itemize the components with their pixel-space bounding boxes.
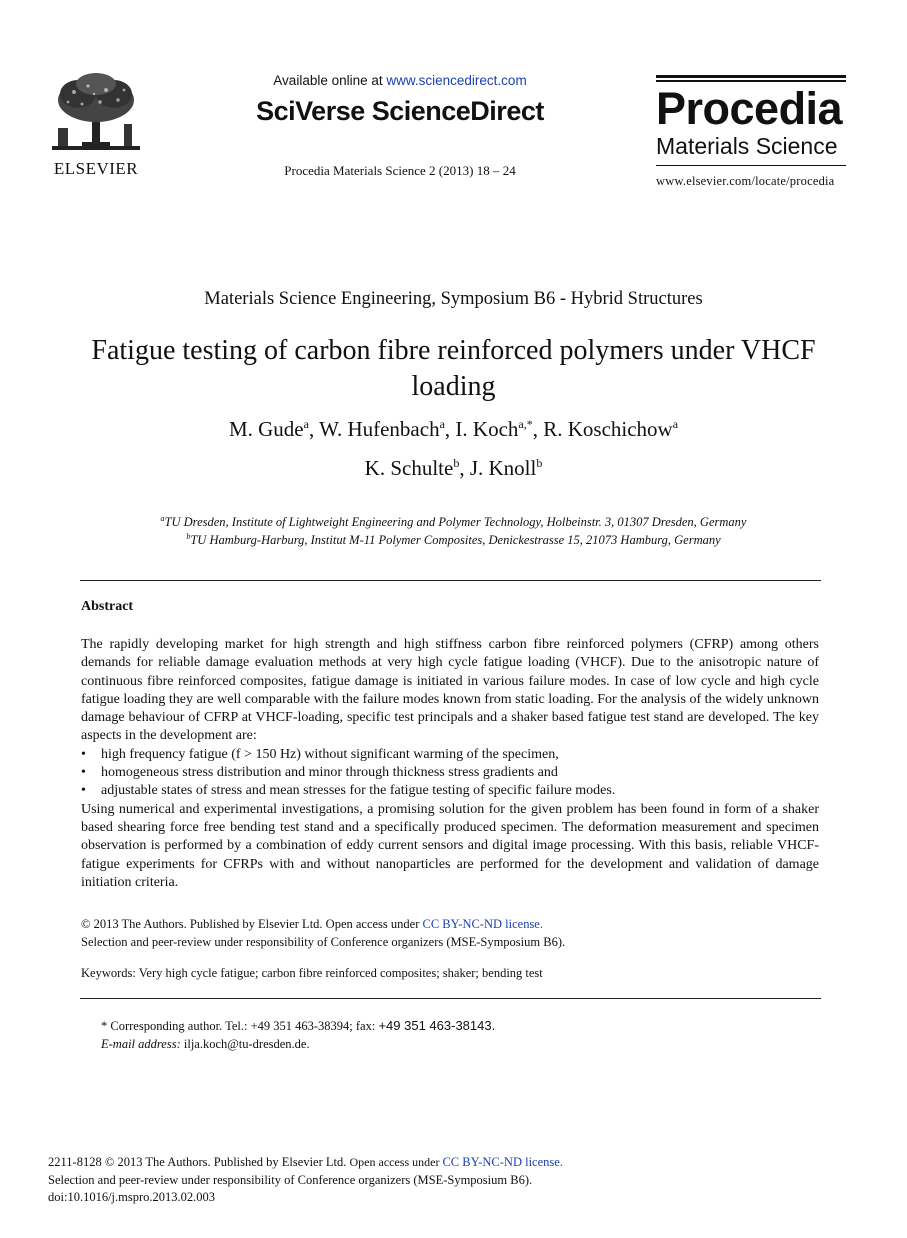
- author: I. Koch$^{a,*}$,: [455, 417, 544, 441]
- peer-review-line: Selection and peer-review under responsibility of Conference organizers (MSE-Symposium B6).: [48, 1172, 533, 1187]
- list-item: • homogeneous stress distribution and minor through thickness stress gradients and: [81, 764, 819, 782]
- copyright-notice: [81, 915, 565, 951]
- elsevier-wordmark: ELSEVIER: [53, 159, 139, 178]
- page-title: Fatigue testing of carbon fibre reinforced polymers under VHCF loading: [91, 335, 816, 402]
- journal-brand: Procedia: [656, 82, 843, 134]
- elsevier-tree-icon: [48, 72, 144, 156]
- list-item: • high frequency fatigue (f > 150 Hz) without significant warming of the specimen,: [81, 746, 819, 764]
- elsevier-logo: [48, 72, 144, 180]
- platform-name: SciVerse ScienceDirect: [256, 96, 544, 126]
- abstract-paragraph-1: The rapidly developing market for high strength and high stiffness carbon fibre reinforced polymers (CFRP) among others demands for reliable damage evaluation methods at very high cycle fatigue loading (VHCF). Due to the anisotropic nature of continuous fibre reinforced composites, fatigue damage is initiated in various failure modes. In case of low cycle and high cycle fatigue loading they are well comparable with the failure modes known from static loading. For the analysis of the widely unknown damage behaviour of CFRP at VHCF-loading, specific test principals and a shaker based fatigue test stand are developed. The key aspects in the development are:: [81, 637, 819, 744]
- authors-line-1: [0, 417, 907, 442]
- abstract-paragraph-2: Using numerical and experimental investigations, a promising solution for the given problem has been found in form of a shaker based shearing force free bending test stand and a specifically produced specimen. The deformation measurement and specimen observation is performed by a combination of eddy current sensors and digital image processing. With this basis, reliable VHCF-fatigue experiments for CFRPs with and without nanoparticles are performed for the development and validation of damage initiation criteria.: [81, 801, 819, 890]
- abstract-heading: Abstract: [81, 599, 134, 614]
- fax-number: +49 351 463-38143.: [378, 1018, 496, 1033]
- affiliation-a: $^a$TU Dresden, Institute of Lightweight Engineering and Polymer Technology, Holbeinstr. 3, 01307 Dresden, Germany: [160, 514, 747, 530]
- affiliation-b: $^b$TU Hamburg-Harburg, Institut M-11 Polymer Composites, Denickestrasse 15, 21073 Hamburg, Germany: [186, 532, 721, 548]
- procedia-logo: [656, 75, 846, 189]
- peer-review-line: Selection and peer-review under responsibility of Conference organizers (MSE-Symposium B6).: [81, 935, 566, 949]
- authors-line-2: [0, 456, 907, 481]
- corresponding-footnote: [101, 1017, 495, 1053]
- list-item: • adjustable states of stress and mean stresses for the fatigue testing of specific failure modes.: [81, 782, 819, 800]
- bottom-publication-info: [48, 1154, 563, 1207]
- journal-url[interactable]: www.elsevier.com/locate/procedia: [656, 174, 835, 188]
- email-address[interactable]: ilja.koch@tu-dresden.de.: [183, 1036, 310, 1051]
- author: K. Schulte$^b$,: [364, 456, 470, 480]
- key-aspects-list: [81, 746, 819, 801]
- keywords: Keywords: Very high cycle fatigue; carbon fibre reinforced composites; shaker; bending test: [81, 966, 543, 980]
- copyright-line: © 2013 The Authors. Published by Elsevier Ltd. Open access under: [81, 917, 423, 931]
- corresponding-author: * Corresponding author. Tel.: +49 351 463-38394; fax:: [101, 1019, 379, 1033]
- license-link[interactable]: CC BY-NC-ND license.: [442, 1155, 563, 1169]
- journal-reference: Procedia Materials Science 2 (2013) 18 – 24: [284, 163, 516, 178]
- email-label: E-mail address:: [101, 1036, 181, 1051]
- divider: [80, 580, 821, 581]
- logo-rule-bottom: [656, 165, 846, 167]
- author: J. Knoll$^b$: [469, 456, 543, 480]
- author: M. Gude$^a$,: [228, 417, 320, 441]
- author: R. Koschichow$^a$: [543, 417, 679, 441]
- sciencedirect-link[interactable]: www.sciencedirect.com: [386, 73, 527, 88]
- author: W. Hufenbach$^a$,: [319, 417, 456, 441]
- issn-copyright: 2211-8128 © 2013 The Authors. Published by Elsevier Ltd.: [48, 1155, 350, 1169]
- license-link[interactable]: CC BY-NC-ND license.: [422, 917, 543, 931]
- journal-brand-sub: Materials Science: [656, 132, 838, 159]
- divider: [80, 998, 821, 999]
- logo-rule-top: [656, 75, 846, 78]
- available-online-label: Available online at: [273, 73, 387, 88]
- open-access-label: Open access under: [349, 1155, 443, 1169]
- available-online: [200, 73, 600, 88]
- symposium-line: Materials Science Engineering, Symposium B6 - Hybrid Structures: [204, 289, 703, 309]
- doi[interactable]: doi:10.1016/j.mspro.2013.02.003: [48, 1190, 216, 1204]
- abstract-body: [81, 636, 819, 892]
- logo-rule-thin: [656, 80, 846, 82]
